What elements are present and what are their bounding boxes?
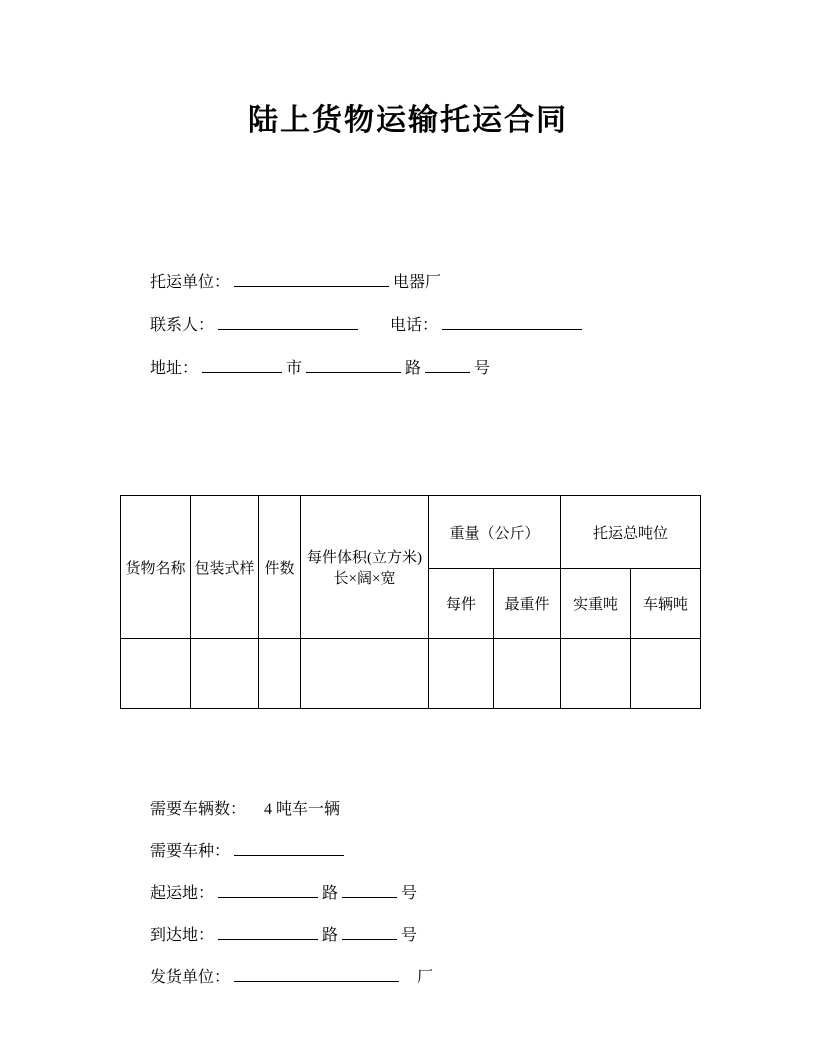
shipper-blank-field[interactable]: [234, 968, 399, 982]
consignor-section: [150, 261, 816, 390]
address-city-blank-field[interactable]: [202, 359, 282, 373]
contact-blank-field[interactable]: [218, 316, 358, 330]
origin-line: [150, 873, 816, 915]
vehicle-count-label: 需要车辆数：: [150, 801, 247, 818]
address-number-suffix: 号: [474, 360, 491, 377]
origin-number-suffix: 号: [401, 885, 418, 902]
table-header-row-1: [121, 496, 701, 569]
consignor-blank-field[interactable]: [234, 273, 389, 287]
vehicle-count-value: 4 吨车一辆: [264, 801, 341, 818]
phone-blank-field[interactable]: [442, 316, 582, 330]
shipper-line: [150, 957, 816, 999]
shipper-suffix: 厂: [417, 969, 434, 986]
consignor-line: [150, 261, 816, 304]
address-number-blank-field[interactable]: [425, 359, 470, 373]
consignor-label: 托运单位：: [150, 274, 231, 291]
destination-number-suffix: 号: [401, 927, 418, 944]
destination-line: [150, 915, 816, 957]
cell-volume[interactable]: [301, 639, 429, 709]
header-heaviest-piece: 最重件: [494, 569, 561, 639]
cell-quantity[interactable]: [259, 639, 301, 709]
contact-label: 联系人：: [150, 317, 215, 334]
origin-label: 起运地：: [150, 885, 215, 902]
origin-road-suffix: 路: [322, 885, 339, 902]
address-road-suffix: 路: [405, 360, 422, 377]
vehicle-count-line: [150, 789, 816, 831]
cell-actual-ton[interactable]: [561, 639, 631, 709]
document-title: 陆上货物运输托运合同: [248, 104, 568, 137]
address-label: 地址：: [150, 360, 199, 377]
address-road-blank-field[interactable]: [306, 359, 401, 373]
header-volume-line2: 长×阔×宽: [333, 571, 396, 587]
destination-label: 到达地：: [150, 927, 215, 944]
vehicle-type-blank-field[interactable]: [234, 842, 344, 856]
address-city-suffix: 市: [286, 360, 303, 377]
header-actual-ton: 实重吨: [561, 569, 631, 639]
consignor-suffix: 电器厂: [393, 274, 442, 291]
destination-blank-field[interactable]: [218, 926, 318, 940]
origin-number-blank-field[interactable]: [342, 884, 397, 898]
vehicle-section: [150, 789, 816, 999]
vehicle-type-label: 需要车种：: [150, 843, 231, 860]
header-weight-group: 重量（公斤）: [429, 496, 561, 569]
header-cargo-name: 货物名称: [121, 496, 191, 639]
cell-cargo-name[interactable]: [121, 639, 191, 709]
table-data-row: [121, 639, 701, 709]
header-volume-line1: 每件体积(立方米): [307, 550, 422, 566]
header-quantity: 件数: [259, 496, 301, 639]
header-packing-style: 包装式样: [191, 496, 259, 639]
header-volume: [301, 496, 429, 639]
vehicle-type-line: [150, 831, 816, 873]
phone-label: 电话：: [390, 317, 439, 334]
destination-number-blank-field[interactable]: [342, 926, 397, 940]
cell-packing-style[interactable]: [191, 639, 259, 709]
cell-vehicle-ton[interactable]: [631, 639, 701, 709]
header-vehicle-ton: 车辆吨: [631, 569, 701, 639]
cell-weight-heaviest[interactable]: [494, 639, 561, 709]
header-per-piece: 每件: [429, 569, 494, 639]
address-line: [150, 347, 816, 390]
destination-road-suffix: 路: [322, 927, 339, 944]
cell-weight-per-piece[interactable]: [429, 639, 494, 709]
contact-line: [150, 304, 816, 347]
shipper-label: 发货单位：: [150, 969, 231, 986]
origin-blank-field[interactable]: [218, 884, 318, 898]
header-tonnage-group: 托运总吨位: [561, 496, 701, 569]
cargo-table: [120, 495, 701, 709]
